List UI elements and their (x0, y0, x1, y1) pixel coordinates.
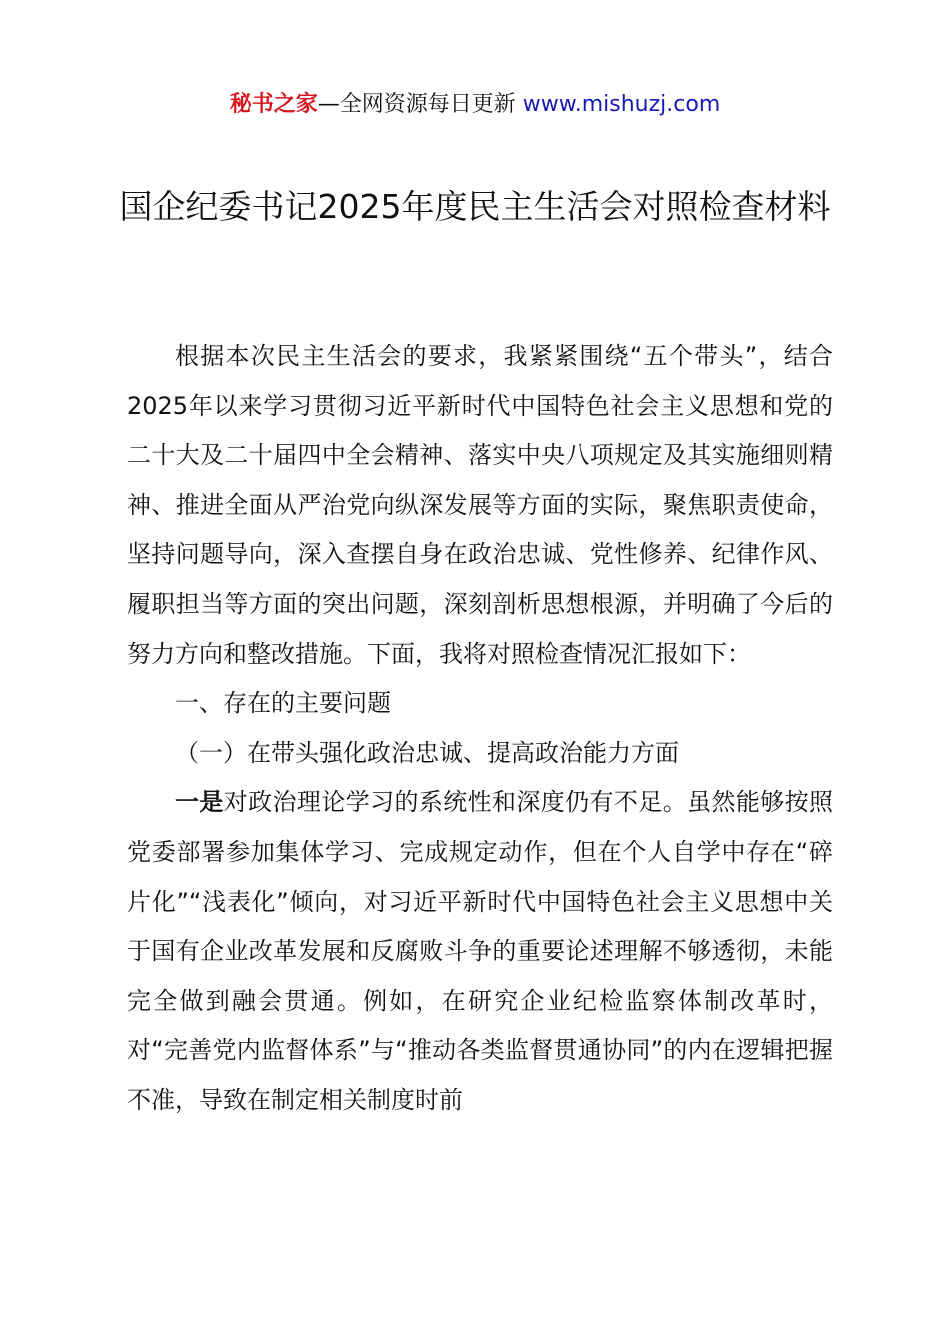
site-header (0, 88, 950, 122)
site-brand: 秘书之家 (229, 92, 318, 117)
point-paragraph (127, 778, 833, 1125)
document-title: 国企纪委书记2025年度民主生活会对照检查材料 (119, 187, 831, 226)
site-url-link[interactable]: www.mishuzj.com (522, 92, 721, 117)
site-tagline: —全网资源每日更新 (317, 92, 523, 117)
document-body (127, 332, 833, 1126)
point-lead: 一是 (175, 788, 224, 817)
point-text: 对政治理论学习的系统性和深度仍有不足。虽然能够按照党委部署参加集体学习、完成规定动作，但在个人自学中存在“碎片化”“浅表化”倾向，对习近平新时代中国特色社会主义思想中关于国有企业改革发展和反腐败斗争的重要论述理解不够透彻，未能完全做到融会贯通。例如，在研究企业纪检监察体制改革时，对“完善党内监督体系”与“推动各类监督贯通协同”的内在逻辑把握不准，导致在制定相关制度时前 (127, 788, 834, 1114)
subsection-heading: （一）在带头强化政治忠诚、提高政治能力方面 (175, 738, 679, 767)
intro-paragraph: 根据本次民主生活会的要求，我紧紧围绕“五个带头”，结合2025年以来学习贯彻习近平新时代中国特色社会主义思想和党的二十大及二十届四中全会精神、落实中央八项规定及其实施细则精神、推进全面从严治党向纵深发展等方面的实际，聚焦职责使命，坚持问题导向，深入查摆自身在政治忠诚、党性修养、纪律作风、履职担当等方面的突出问题，深刻剖析思想根源，并明确了今后的努力方向和整改措施。下面，我将对照检查情况汇报如下： (127, 342, 833, 668)
section-heading: 一、存在的主要问题 (175, 689, 391, 718)
